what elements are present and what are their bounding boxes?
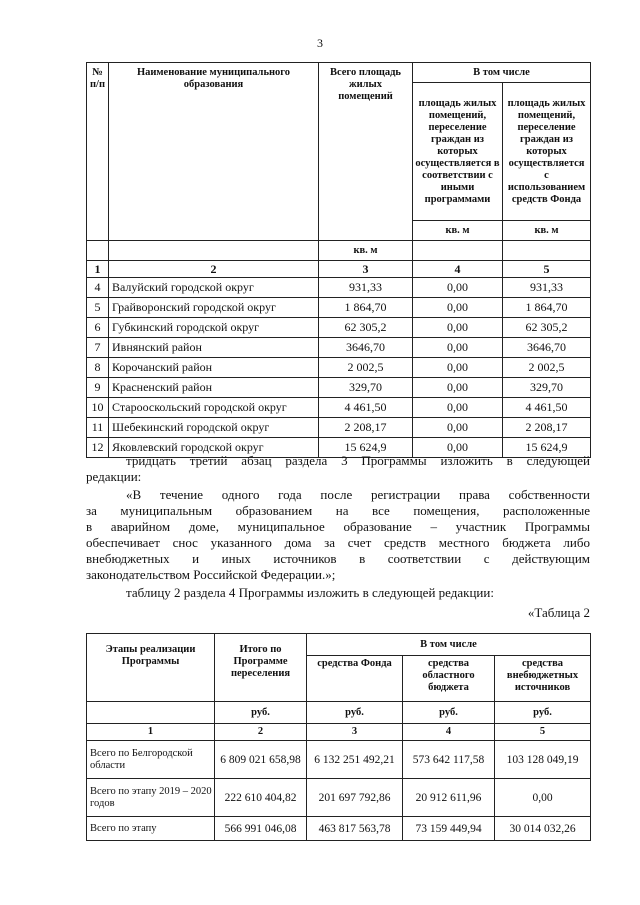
- col-header-fund: площадь жилых помещений, переселение граждан из которых осуществляется с использованием средств Фонда: [503, 83, 591, 221]
- index-cell: 2: [215, 724, 307, 741]
- row-other: 0,00: [413, 398, 503, 418]
- row-other: 0,00: [413, 338, 503, 358]
- row-fund: 2 208,17: [503, 418, 591, 438]
- row-fund: 329,70: [503, 378, 591, 398]
- paragraph-2: [86, 487, 590, 583]
- table-row: [87, 338, 591, 358]
- text-line: таблицу 2 раздела 4 Программы изложить в следующей редакции:: [126, 585, 494, 600]
- row-total: 931,33: [319, 278, 413, 298]
- col-header-total: Всего площадь жилых помещений: [319, 63, 413, 241]
- row-name: Корочанский район: [109, 358, 319, 378]
- row-num: 4: [87, 278, 109, 298]
- row-name: Шебекинский городской округ: [109, 418, 319, 438]
- table-row: [87, 358, 591, 378]
- row-total: 3646,70: [319, 338, 413, 358]
- row-regional: 73 159 449,94: [403, 817, 495, 841]
- row-other: 0,00: [413, 378, 503, 398]
- text-line: законодательством Российской Федерации.»;: [86, 567, 336, 582]
- row-fund: 6 132 251 492,21: [307, 741, 403, 779]
- row-other: 0,00: [413, 318, 503, 338]
- table-row: [87, 779, 591, 817]
- text-line: редакции:: [86, 469, 142, 484]
- row-num: 11: [87, 418, 109, 438]
- row-other: 0,00: [413, 418, 503, 438]
- index-cell: 2: [109, 261, 319, 278]
- row-extra: 30 014 032,26: [495, 817, 591, 841]
- unit-label: руб.: [307, 702, 403, 724]
- text-line: в аварийном доме, муниципальное образование – участник Программы: [86, 519, 590, 534]
- index-cell: 4: [403, 724, 495, 741]
- row-num: 8: [87, 358, 109, 378]
- row-fund: 201 697 792,86: [307, 779, 403, 817]
- row-total: 62 305,2: [319, 318, 413, 338]
- row-total: 566 991 046,08: [215, 817, 307, 841]
- paragraph-3: [86, 585, 590, 601]
- row-extra: 103 128 049,19: [495, 741, 591, 779]
- row-regional: 20 912 611,96: [403, 779, 495, 817]
- row-total: 15 624,9: [319, 438, 413, 458]
- row-other: 0,00: [413, 358, 503, 378]
- row-name: Ивнянский район: [109, 338, 319, 358]
- index-cell: 1: [87, 261, 109, 278]
- area-table: [86, 62, 591, 458]
- row-fund: 62 305,2: [503, 318, 591, 338]
- text-line: внебюджетных и иных источников в соответствии с действующим: [86, 551, 590, 566]
- unit-label: руб.: [495, 702, 591, 724]
- col-header-name: Наименование муниципального образования: [109, 63, 319, 241]
- row-fund: 2 002,5: [503, 358, 591, 378]
- unit-label: кв. м: [413, 221, 503, 241]
- col-header-extra: средства внебюджетных источников: [495, 656, 591, 702]
- row-total: 222 610 404,82: [215, 779, 307, 817]
- text-line: за муниципальным образованием на все помещения, расположенные: [86, 503, 590, 518]
- row-total: 2 002,5: [319, 358, 413, 378]
- text-line: обеспечивает снос указанного дома за счет средств местного бюджета либо: [86, 535, 590, 550]
- row-name: Красненский район: [109, 378, 319, 398]
- row-fund: 931,33: [503, 278, 591, 298]
- row-total: 2 208,17: [319, 418, 413, 438]
- col-header-regional: средства областного бюджета: [403, 656, 495, 702]
- index-cell: 1: [87, 724, 215, 741]
- col-header-stages: Этапы реализации Программы: [87, 634, 215, 702]
- row-fund: 1 864,70: [503, 298, 591, 318]
- col-header-other-programs: площадь жилых помещений, переселение граждан из которых осуществляется в соответствии с иными программами: [413, 83, 503, 221]
- row-fund: 463 817 563,78: [307, 817, 403, 841]
- row-total: 329,70: [319, 378, 413, 398]
- row-label: Всего по этапу: [87, 817, 215, 841]
- unit-label: руб.: [215, 702, 307, 724]
- col-header-incl: В том числе: [307, 634, 591, 656]
- row-num: 10: [87, 398, 109, 418]
- row-other: 0,00: [413, 278, 503, 298]
- row-num: 12: [87, 438, 109, 458]
- index-row: [87, 261, 591, 278]
- table-caption: «Таблица 2: [527, 605, 590, 620]
- table-row: [87, 741, 591, 779]
- row-label: Всего по этапу 2019 – 2020 годов: [87, 779, 215, 817]
- table-row: [87, 278, 591, 298]
- table-row: [87, 298, 591, 318]
- row-num: 7: [87, 338, 109, 358]
- row-name: Яковлевский городской округ: [109, 438, 319, 458]
- row-name: Старооскольский городской округ: [109, 398, 319, 418]
- row-name: Грайворонский городской округ: [109, 298, 319, 318]
- index-cell: 3: [307, 724, 403, 741]
- paragraph-1: [86, 453, 590, 485]
- page-number: 3: [317, 36, 323, 50]
- row-extra: 0,00: [495, 779, 591, 817]
- row-num: 9: [87, 378, 109, 398]
- row-total: 6 809 021 658,98: [215, 741, 307, 779]
- index-row: [87, 724, 591, 741]
- row-total: 1 864,70: [319, 298, 413, 318]
- row-fund: 15 624,9: [503, 438, 591, 458]
- row-other: 0,00: [413, 298, 503, 318]
- table-row: [87, 817, 591, 841]
- row-label: Всего по Белгородской области: [87, 741, 215, 779]
- text-line: тридцать третий абзац раздела 3 Программы изложить в следующей: [126, 453, 590, 468]
- funding-table: [86, 633, 591, 841]
- index-cell: 3: [319, 261, 413, 278]
- row-num: 5: [87, 298, 109, 318]
- row-regional: 573 642 117,58: [403, 741, 495, 779]
- row-total: 4 461,50: [319, 398, 413, 418]
- row-num: 6: [87, 318, 109, 338]
- row-fund: 4 461,50: [503, 398, 591, 418]
- text-line: «В течение одного года после регистрации права собственности: [126, 487, 590, 502]
- index-cell: 5: [503, 261, 591, 278]
- table-row: [87, 318, 591, 338]
- index-cell: 4: [413, 261, 503, 278]
- row-fund: 3646,70: [503, 338, 591, 358]
- table-row: [87, 398, 591, 418]
- col-header-incl: В том числе: [413, 63, 591, 83]
- unit-label: кв. м: [319, 241, 413, 261]
- unit-label: руб.: [403, 702, 495, 724]
- row-other: 0,00: [413, 438, 503, 458]
- col-header-num: № п/п: [87, 63, 109, 241]
- row-name: Валуйский городской округ: [109, 278, 319, 298]
- table-row: [87, 418, 591, 438]
- row-name: Губкинский городской округ: [109, 318, 319, 338]
- col-header-fund: средства Фонда: [307, 656, 403, 702]
- index-cell: 5: [495, 724, 591, 741]
- table-row: [87, 378, 591, 398]
- blank-unit-row: [87, 241, 591, 261]
- col-header-total: Итого по Программе переселения: [215, 634, 307, 702]
- unit-label: кв. м: [503, 221, 591, 241]
